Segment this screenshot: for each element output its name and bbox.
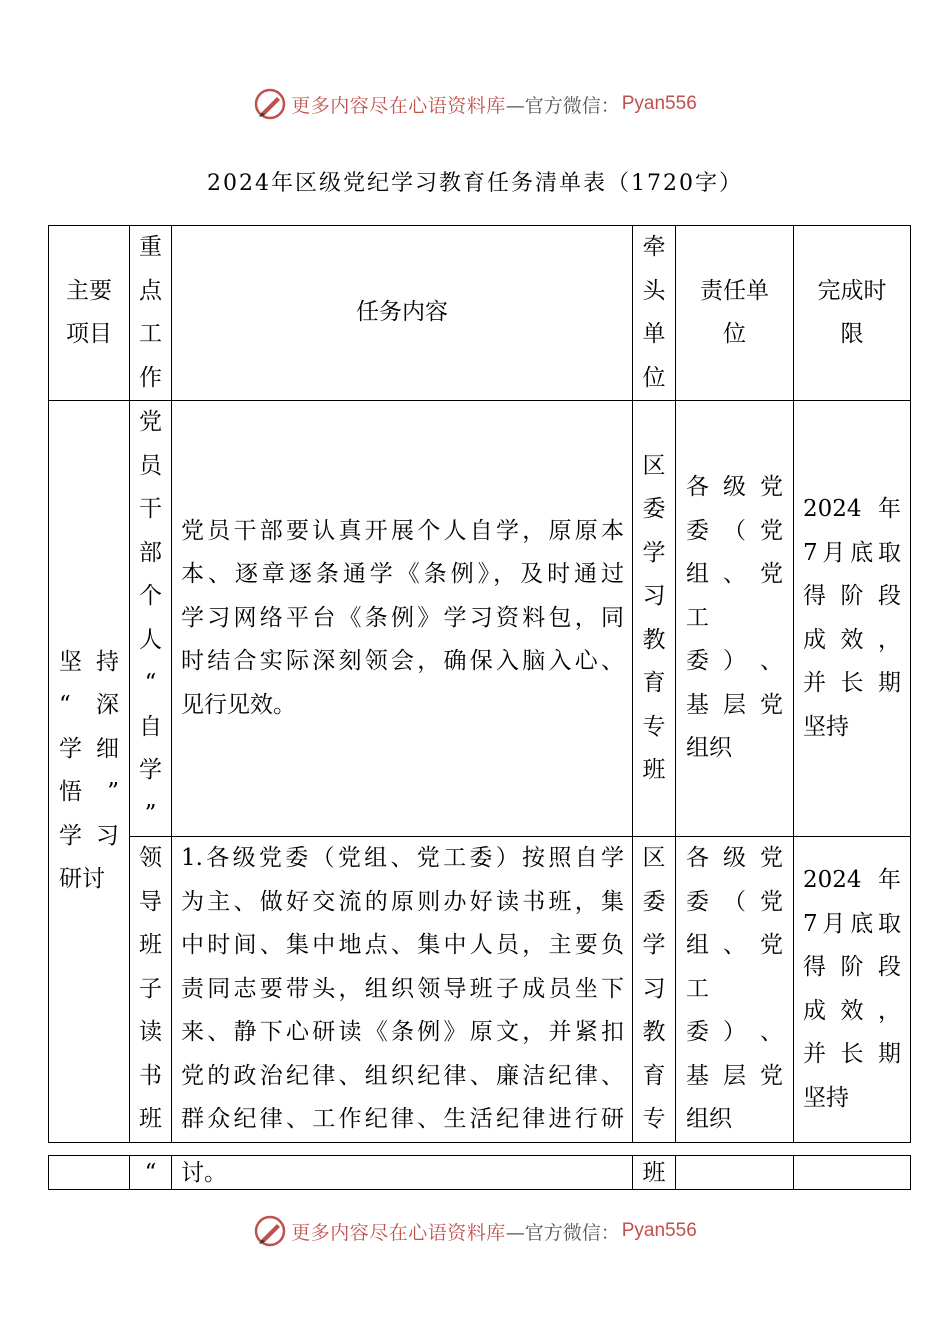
deadline-line: 2024 年 (803, 867, 901, 893)
task-line: 党员干部要认真开展个人自学，原原本 (181, 517, 624, 544)
header-key-work (130, 226, 172, 401)
responsible-line: 组 、 党 (686, 561, 783, 588)
responsible-unit-cell (676, 401, 794, 837)
task-content-cell (172, 837, 633, 1143)
lead-unit-char: 教 (642, 626, 666, 653)
deadline-line: 成 效 ， (803, 997, 901, 1024)
responsible-line: 组织 (686, 735, 732, 762)
header-char: 位 (642, 364, 666, 391)
deadline-line: 得 阶 段 (803, 583, 901, 609)
header-text: 限 (840, 321, 864, 347)
header-char: 头 (642, 277, 666, 304)
lead-unit-char: 区 (642, 452, 666, 479)
key-work-char: 党 (139, 409, 162, 435)
task-line: 责同志要带头，组织领导班子成员坐下 (181, 975, 624, 1002)
deadline-line: 2024 年 (803, 496, 901, 522)
banner-wechat-id: Pyan556 (621, 93, 697, 114)
key-work-char: “ (144, 670, 157, 696)
lead-unit-char: 学 (642, 539, 666, 566)
key-work-char: 领 (139, 845, 162, 871)
lead-unit-char: 区 (642, 845, 666, 871)
main-item-cell (49, 401, 130, 1143)
task-line: 见行见效。 (181, 691, 296, 718)
deadline-line: 坚持 (803, 1084, 849, 1111)
lead-unit-char: 习 (642, 975, 666, 1002)
banner-dash: —官方微信： (505, 94, 620, 117)
header-char: 单 (642, 321, 666, 347)
empty-cell (676, 1156, 794, 1190)
table-row (49, 837, 911, 1143)
header-main-item (49, 226, 130, 401)
key-work-char: 自 (139, 713, 162, 740)
responsible-line: 基 层 党 (686, 1062, 783, 1089)
key-work-char: ” (144, 800, 157, 827)
deadline-line: 7月底取 (803, 910, 901, 937)
key-work-char: 干 (139, 496, 162, 522)
lead-unit-cell (633, 837, 676, 1143)
header-text: 项目 (66, 321, 112, 347)
banner-text: 更多内容尽在心语资料库 (291, 1221, 506, 1244)
header-deadline (794, 226, 911, 401)
key-work-char: 学 (139, 757, 162, 783)
lead-unit-char: 教 (642, 1019, 666, 1045)
pen-logo-icon (253, 87, 287, 121)
key-work-char: 读 (139, 1019, 162, 1045)
deadline-line: 7月底取 (803, 539, 901, 566)
key-work-char: 人 (139, 626, 162, 653)
table-row (49, 401, 911, 837)
task-line: 1.各级党委（党组、党工委）按照自学 (181, 845, 624, 871)
lead-unit-char: 委 (642, 496, 666, 522)
empty-cell (794, 1156, 911, 1190)
task-line: 学习网络平台《条例》学习资料包，同 (181, 604, 624, 631)
deadline-line: 得 阶 段 (803, 954, 901, 980)
header-text: 完成时 (817, 277, 887, 304)
pen-logo-icon (253, 1214, 287, 1248)
deadline-line: 坚持 (803, 713, 849, 740)
responsible-line: 各 级 党 (686, 845, 783, 871)
responsible-line: 委 ） 、 (686, 648, 783, 675)
lead-unit-char: 专 (642, 713, 666, 740)
responsible-line: 工 (686, 604, 709, 631)
task-line: 本、逐章逐条通学《条例》，及时通过 (181, 561, 624, 588)
key-work-char: 部 (139, 539, 162, 566)
lead-unit-cell: 班 (633, 1156, 676, 1190)
main-item-line: 研讨 (59, 866, 105, 893)
header-banner (0, 84, 950, 124)
lead-unit-char: 育 (642, 1062, 666, 1089)
header-char: 工 (139, 321, 162, 347)
responsible-line: 委 （ 党 (686, 517, 783, 544)
banner-dash: —官方微信： (505, 1221, 620, 1244)
key-work-char: 员 (139, 452, 162, 479)
lead-unit-char: 习 (642, 583, 666, 609)
deadline-line: 并 长 期 (803, 1041, 901, 1067)
key-work-char: 班 (139, 1106, 162, 1132)
lead-unit-char: 班 (642, 757, 666, 783)
header-lead-unit (633, 226, 676, 401)
banner-text: 更多内容尽在心语资料库 (291, 94, 506, 117)
task-content-cell (172, 401, 633, 837)
page-title: 2024年区级党纪学习教育任务清单表（1720字） (207, 171, 743, 196)
task-line: 党的政治纪律、组织纪律、廉洁纪律、 (181, 1062, 624, 1089)
responsible-line: 基 层 党 (686, 691, 783, 718)
task-table (48, 225, 911, 1143)
header-char: 牵 (642, 234, 666, 260)
header-text: 主要 (66, 277, 112, 304)
main-item-line: 学 细 (59, 735, 119, 762)
main-item-line: 学 习 (59, 822, 119, 849)
empty-cell (49, 1156, 130, 1190)
banner-wechat-id: Pyan556 (621, 1220, 697, 1241)
task-line: 为主、做好交流的原则办好读书班，集 (181, 888, 624, 915)
lead-unit-char: 委 (642, 888, 666, 915)
table-row (49, 1156, 911, 1190)
responsible-line: 各 级 党 (686, 474, 783, 501)
footer-banner (0, 1211, 950, 1251)
responsible-line: 委 ） 、 (686, 1019, 783, 1045)
deadline-line: 并 长 期 (803, 670, 901, 696)
key-work-char: 班 (139, 932, 162, 958)
responsible-unit-cell (676, 837, 794, 1143)
task-line: 群众纪律、工作纪律、生活纪律进行研 (181, 1106, 624, 1132)
task-line: 来、静下心研读《条例》原文，并紧扣 (181, 1019, 624, 1045)
lead-unit-char: 专 (642, 1106, 666, 1132)
responsible-line: 组织 (686, 1106, 732, 1132)
continuation-table (48, 1155, 911, 1190)
responsible-line: 工 (686, 975, 709, 1002)
header-char: 作 (139, 364, 162, 391)
key-work-char: 书 (139, 1062, 162, 1089)
key-work-cell (130, 837, 172, 1143)
task-line: 中时间、集中地点、集中人员，主要负 (181, 932, 624, 958)
main-item-line: “ 深 (59, 692, 119, 719)
header-row (49, 226, 911, 401)
header-task-content: 任务内容 (172, 226, 633, 401)
key-work-char: 子 (139, 975, 162, 1002)
header-char: 点 (139, 277, 162, 304)
task-content-cell: 讨。 (172, 1156, 633, 1190)
header-text: 责任单 (700, 277, 769, 304)
main-item-line: 坚 持 (59, 648, 119, 675)
key-work-cell: “ (130, 1156, 172, 1190)
header-text: 位 (723, 321, 746, 347)
key-work-char: 个 (139, 583, 162, 609)
responsible-line: 委 （ 党 (686, 888, 783, 915)
key-work-cell (130, 401, 172, 837)
deadline-cell (794, 401, 911, 837)
header-responsible-unit (676, 226, 794, 401)
task-line: 时结合实际深刻领会，确保入脑入心、 (181, 648, 624, 675)
lead-unit-cell (633, 401, 676, 837)
lead-unit-char: 育 (642, 670, 666, 696)
main-item-line: 悟 ” (59, 779, 119, 806)
responsible-line: 组 、 党 (686, 932, 783, 958)
lead-unit-char: 学 (642, 932, 666, 958)
header-char: 重 (139, 234, 162, 260)
deadline-cell (794, 837, 911, 1143)
key-work-char: 导 (139, 888, 162, 915)
deadline-line: 成 效 ， (803, 626, 901, 653)
